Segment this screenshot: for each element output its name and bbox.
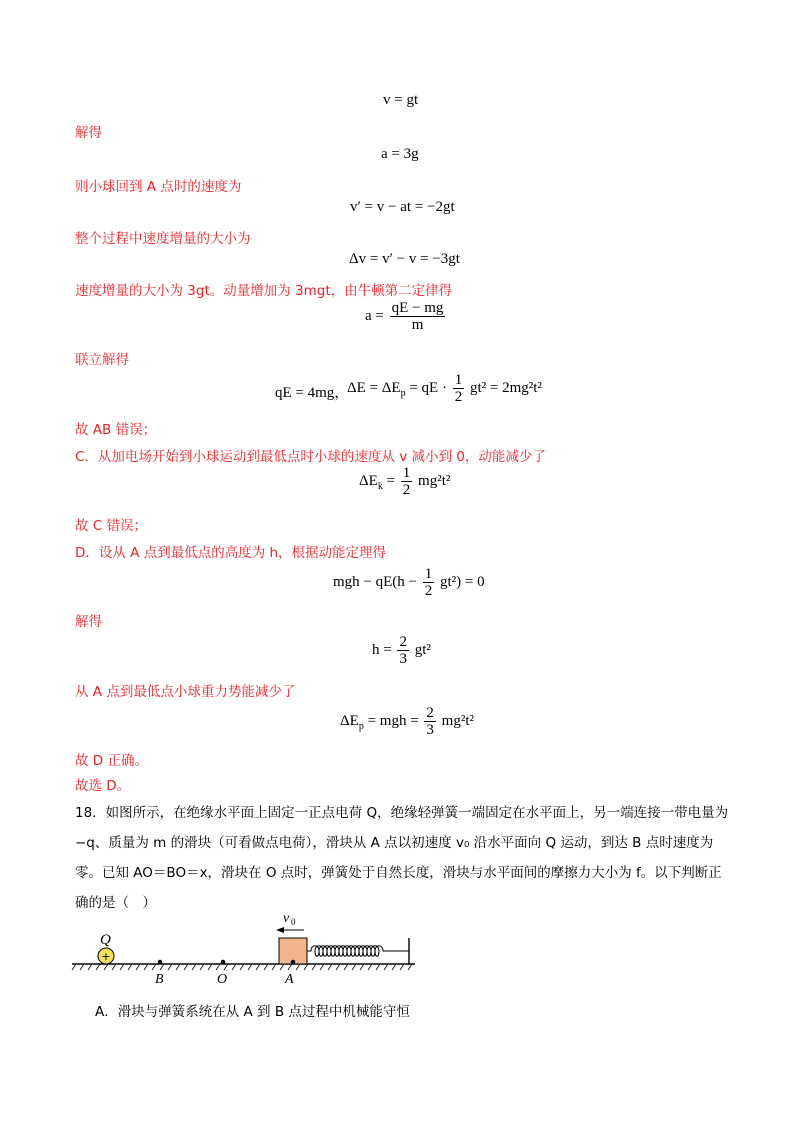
label-v0: v bbox=[283, 911, 290, 926]
text-solve-2: 解得 bbox=[75, 614, 102, 630]
equation-qe-4mg: qE = 4mg， bbox=[275, 385, 350, 401]
equation-work-energy: mgh − qE(h − $\frac{1}{2}$ gt²) = 0 bbox=[333, 566, 485, 599]
equation-delta-ep: $\Delta E_p$ = mgh = $\frac{2}{3}$ mg²t² bbox=[340, 705, 474, 738]
physics-diagram bbox=[70, 900, 430, 992]
text-momentum-increase: 速度增量的大小为 3gt。动量增加为 3mgt，由牛顿第二定律得 bbox=[75, 283, 453, 299]
equation-a-3g: a = 3g bbox=[381, 146, 419, 162]
equation-v-prime: v′ = v − at = −2gt bbox=[350, 199, 455, 215]
text-velocity-increment: 整个过程中速度增量的大小为 bbox=[75, 231, 251, 247]
point-o bbox=[221, 960, 226, 965]
text-solve-1: 解得 bbox=[75, 125, 102, 141]
point-a bbox=[291, 960, 296, 965]
text-d-correct: 故 D 正确。 bbox=[75, 753, 148, 769]
text-option-c: C．从加电场开始到小球运动到最低点时小球的速度从 v 减小到 0，动能减少了 bbox=[75, 449, 546, 465]
charge-plus-sign: + bbox=[101, 950, 111, 963]
text-c-wrong: 故 C 错误； bbox=[75, 518, 148, 534]
equation-delta-e: $\Delta E = \Delta E_p$ = qE · $\frac{1}{2}$ gt² = 2mg²t² bbox=[347, 372, 542, 405]
point-b bbox=[158, 960, 163, 965]
velocity-arrowhead bbox=[276, 927, 284, 933]
equation-delta-v: Δv = v′ − v = −3gt bbox=[349, 251, 460, 267]
ground-hatching bbox=[72, 964, 412, 970]
label-v0-subscript: 0 bbox=[291, 917, 296, 927]
label-q: Q bbox=[100, 932, 111, 948]
equation-delta-ek: $\Delta E_k$ = $\frac{1}{2}$ mg²t² bbox=[359, 465, 451, 498]
text-ab-wrong: 故 AB 错误； bbox=[75, 422, 157, 438]
label-b: B bbox=[155, 972, 164, 987]
label-o: O bbox=[217, 972, 228, 987]
question-18-text: 18．如图所示，在绝缘水平面上固定一正点电荷 Q，绝缘轻弹簧一端固定在水平面上，另一端连接一带电量为−q、质量为 m 的滑块（可看做点电荷），滑块从 A 点以初速度 v₀ 沿水平面向 Q 运动，到达 B 点时速度为零。已知 AO＝BO＝x，滑块在 O 点时，弹簧处于自然长度，滑块与水平面间的摩擦力大小为 f。以下判断正确的是（ ） bbox=[75, 805, 729, 911]
equation-h: h = $\frac{2}{3}$ gt² bbox=[372, 634, 431, 667]
equation-v-gt: v = gt bbox=[383, 92, 419, 108]
text-potential-decrease: 从 A 点到最低点小球重力势能减少了 bbox=[75, 684, 296, 700]
text-combine-solve: 联立解得 bbox=[75, 352, 129, 368]
label-a: A bbox=[285, 972, 294, 987]
text-answer-d: 故选 D。 bbox=[75, 778, 131, 794]
option-a: A．滑块与弹簧系统在从 A 到 B 点过程中机械能守恒 bbox=[95, 1004, 410, 1020]
text-speed-return: 则小球回到 A 点时的速度为 bbox=[75, 179, 242, 195]
text-option-d: D．设从 A 点到最低点的高度为 h，根据动能定理得 bbox=[75, 545, 387, 561]
spring-coil bbox=[307, 946, 409, 957]
equation-a-fraction: a = $\frac{qE - mg}{m}$ bbox=[365, 300, 444, 333]
